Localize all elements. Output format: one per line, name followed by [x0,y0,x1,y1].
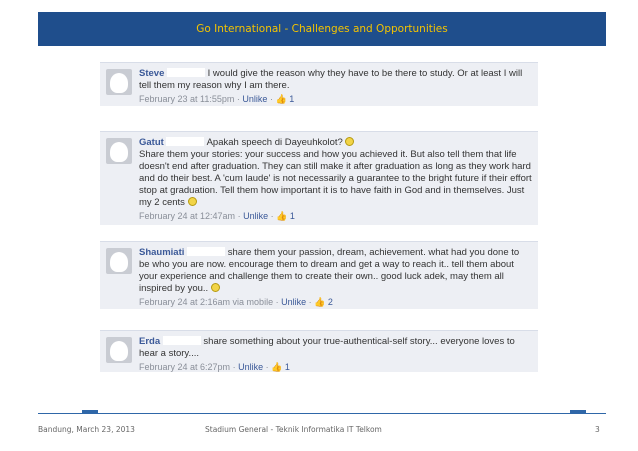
avatar-icon[interactable] [106,69,132,95]
slide-title: Go International - Challenges and Opportunities [196,23,448,35]
page-number: 3 [595,425,600,434]
commenter-name[interactable]: Erda [139,336,161,347]
comment-timestamp[interactable]: February 24 at 2:16am via mobile [139,297,274,307]
redacted-surname [187,247,225,256]
comment-timestamp[interactable]: February 24 at 12:47am [139,211,236,221]
comment-erda [100,330,538,372]
commenter-name[interactable]: Steve [139,68,165,79]
comment-text: Apakah speech di Dayeuhkolot? [206,137,343,148]
smiley-icon [188,197,197,206]
unlike-link[interactable]: Unlike [242,94,268,104]
smiley-icon [211,283,220,292]
comment-meta: February 23 at 11:55pm · Unlike · 👍 1 [139,94,295,104]
unlike-link[interactable]: Unlike [243,211,269,221]
comment-steve [100,62,538,106]
redacted-surname [166,137,204,146]
smiley-icon [345,137,354,146]
like-count[interactable]: 1 [284,362,290,372]
footer-date: Bandung, March 23, 2013 [38,425,135,434]
comment-meta: February 24 at 12:47am · Unlike · 👍 1 [139,211,295,221]
avatar-icon[interactable] [106,248,132,274]
avatar-icon[interactable] [106,138,132,164]
like-count[interactable]: 2 [327,297,333,307]
redacted-surname [163,336,201,345]
like-count[interactable]: 1 [289,94,295,104]
comment-gatut [100,131,538,225]
footer-event: Stadium General - Teknik Informatika IT Telkom [205,425,382,434]
comment-text: share them your passion, dream, achievement. what had you done to be who you are now. encourage them to dream and get a way to reach it.. tell them about your experience and challenge them to create their own.. good luck adek, may them all inspired by you.. [139,247,520,294]
unlike-link[interactable]: Unlike [281,297,307,307]
footer-divider [38,413,606,414]
comment-timestamp[interactable]: February 23 at 11:55pm [139,94,235,104]
thumbs-up-icon[interactable]: 👍 [271,362,283,372]
commenter-name[interactable]: Shaumiati [139,247,185,258]
comment-shaumiati [100,241,538,309]
comment-body [139,68,532,92]
unlike-link[interactable]: Unlike [238,362,264,372]
commenter-name[interactable]: Gatut [139,137,164,148]
thumbs-up-icon[interactable]: 👍 [275,94,287,104]
comment-body [139,137,532,209]
comment-timestamp[interactable]: February 24 at 6:27pm [139,362,231,372]
avatar-icon[interactable] [106,337,132,363]
thumbs-up-icon[interactable]: 👍 [314,297,326,307]
comment-meta: February 24 at 6:27pm · Unlike · 👍 1 [139,362,290,372]
comment-text-continued: Share them your stories: your success and how you achieved it. But also tell them that life doesn't end after graduation. They can still make it after graduation as long as they work hard and do their best. A 'cum laude' is not necessarily a guarantee to the bright future if their effort stop at graduation. Tell them how important it is to have faith in God and in themselves. Just my 2 cents [139,149,532,208]
comment-text: I would give the reason why they have to be there to study. Or at least I will tell them my reason why I am there. [139,68,523,91]
comment-meta: February 24 at 2:16am via mobile · Unlike · 👍 2 [139,297,333,307]
comment-body [139,247,532,295]
comment-text: share something about your true-authentical-self story... everyone loves to hear a story.... [139,336,515,359]
slide-title-bar [38,12,606,46]
redacted-surname [167,68,205,77]
comment-body [139,336,532,360]
thumbs-up-icon[interactable]: 👍 [276,211,288,221]
like-count[interactable]: 1 [289,211,295,221]
